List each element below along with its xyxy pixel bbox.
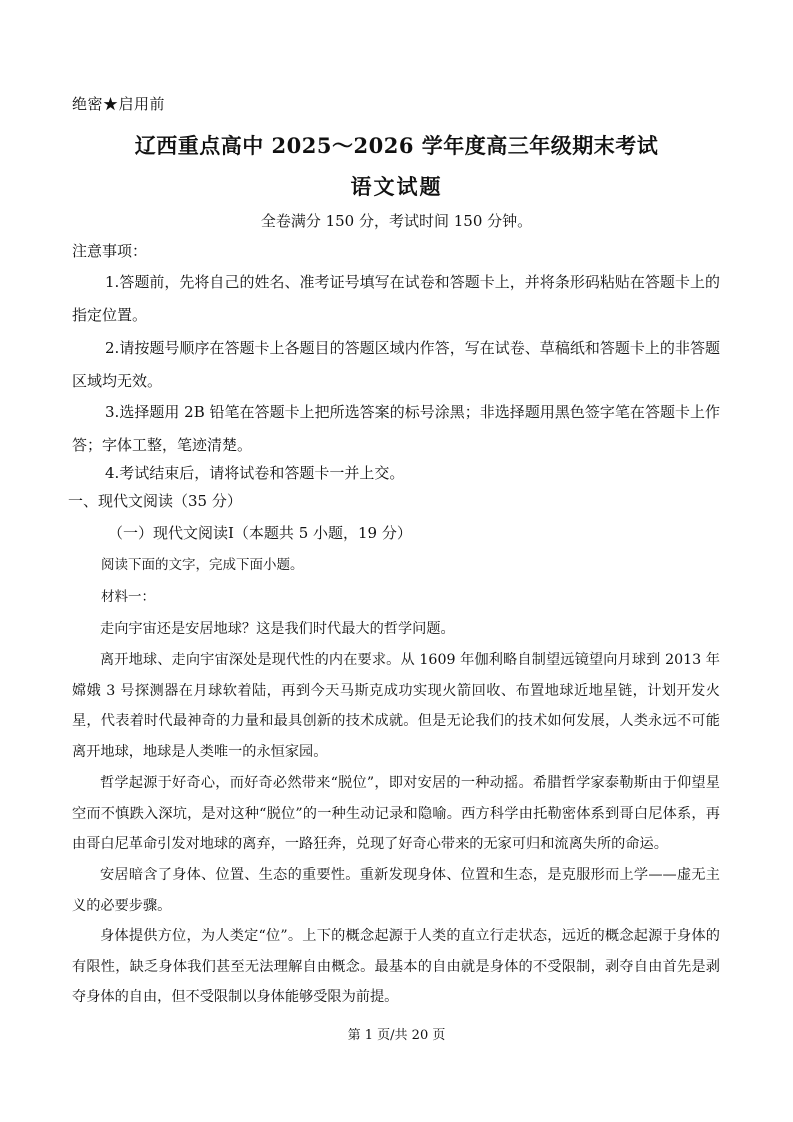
paragraph-3: 哲学起源于好奇心，而好奇必然带来“脱位”，即对安居的一种动摇。希腊哲学家泰勒斯由于仰望星空而不慎跌入深坑，是对这种“脱位”的一种生动记录和隐喻。西方科学由托勒密体系到哥白尼体系，再由哥白尼革命引发对地球的离弃，一路狂奔，兑现了好奇心带来的无家可归和流离失所的命运。 xyxy=(72,775,720,852)
paragraph-4: 安居暗含了身体、位置、生态的重要性。重新发现身体、位置和生态，是克服形而上学——虚无主义的必要步骤。 xyxy=(72,867,720,914)
paragraph-5: 身体提供方位，为人类定“位”。上下的概念起源于人类的直立行走状态，远近的概念起源于身体的有限性，缺乏身体我们甚至无法理解自由概念。最基本的自由就是身体的不受限制，剥夺自由首先是剥夺身体的自由，但不受限制以身体能够受限为前提。 xyxy=(72,928,720,1005)
paragraph-1: 走向宇宙还是安居地球？这是我们时代最大的哲学问题。 xyxy=(100,621,455,637)
notice-label: 注意事项： xyxy=(72,242,148,260)
paragraph-2: 离开地球、走向宇宙深处是现代性的内在要求。从 1609 年伽利略自制望远镜望向月球到 2013 年嫦娥 3 号探测器在月球软着陆，再到今天马斯克成功实现火箭回收、布置地球近地星链，计划开发火星，代表着时代最神奇的力量和最具创新的技术成就。但是无论我们的技术如何发展，人类永远不可能离开地球，地球是人类唯一的永恒家园。 xyxy=(72,652,720,760)
notice-item-4: 4.考试结束后，请将试卷和答题卡一并上交。 xyxy=(105,464,405,482)
score-time-line: 全卷满分 150 分，考试时间 150 分钟。 xyxy=(260,212,533,230)
notice-item-3: 3.选择题用 2B 铅笔在答题卡上把所选答案的标号涂黑；非选择题用黑色签字笔在答题卡上作答；字体工整，笔迹清楚。 xyxy=(72,403,720,454)
confidential-mark: 绝密★启用前 xyxy=(72,95,166,113)
exam-subtitle: 语文试题 xyxy=(350,174,443,199)
notice-item-1: 1.答题前，先将自己的姓名、准考证号填写在试卷和答题卡上，并将条形码粘贴在答题卡上的指定位置。 xyxy=(72,273,720,324)
reading-instruction: 阅读下面的文字，完成下面小题。 xyxy=(101,557,304,573)
subsection-heading: （一）现代文阅读Ⅰ（本题共 5 小题，19 分） xyxy=(108,524,412,542)
exam-title: 辽西重点高中 2025～2026 学年度高三年级期末考试 xyxy=(134,133,659,158)
section-heading: 一、现代文阅读（35 分） xyxy=(68,492,242,510)
page-number: 第 1 页/共 20 页 xyxy=(347,1028,446,1043)
material-label: 材料一： xyxy=(101,589,155,605)
notice-item-2: 2.请按题号顺序在答题卡上各题目的答题区域内作答，写在试卷、草稿纸和答题卡上的非答题区域均无效。 xyxy=(72,339,720,390)
